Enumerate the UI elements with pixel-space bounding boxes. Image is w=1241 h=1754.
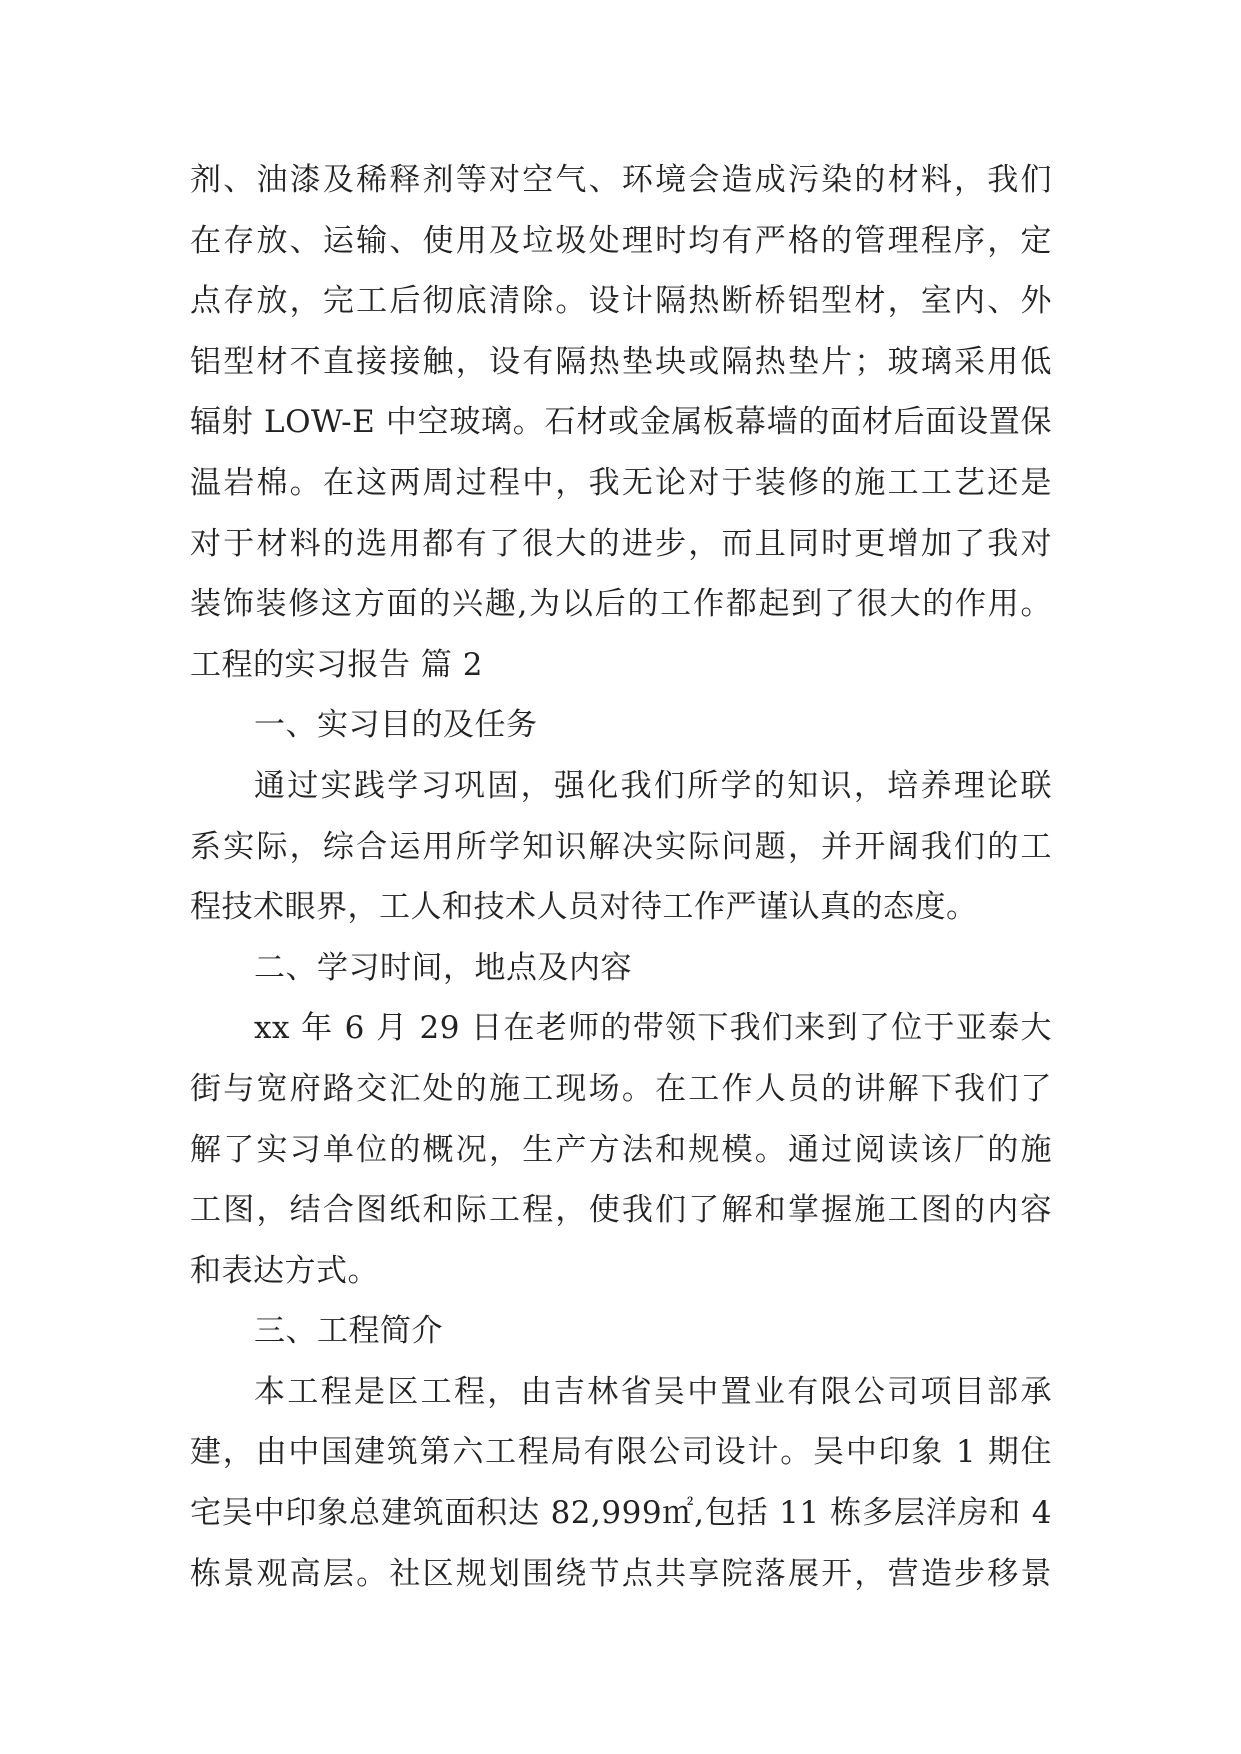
section-heading: 二、学习时间，地点及内容: [254, 949, 632, 986]
body-text-line: 在存放、运输、使用及垃圾处理时均有严格的管理程序，定: [190, 222, 1052, 259]
section-heading: 一、实习目的及任务: [254, 707, 538, 744]
section-heading: 三、工程简介: [254, 1313, 443, 1350]
body-text-line: xx 年 6 月 29 日在老师的带领下我们来到了位于亚泰大: [254, 1010, 1052, 1047]
body-text-line: 街与宽府路交汇处的施工现场。在工作人员的讲解下我们了: [190, 1070, 1052, 1107]
body-text-line: 建，由中国建筑第六工程局有限公司设计。吴中印象 1 期住: [190, 1434, 1052, 1471]
body-text-line: 辐射 LOW-E 中空玻璃。石材或金属板幕墙的面材后面设置保: [190, 404, 1052, 441]
document-page: [190, 150, 1052, 1604]
section-title: 工程的实习报告 篇 2: [190, 646, 483, 683]
body-text-line: 装饰装修这方面的兴趣,为以后的工作都起到了很大的作用。: [190, 586, 1052, 623]
body-text-line: 温岩棉。在这两周过程中，我无论对于装修的施工工艺还是: [190, 464, 1052, 501]
body-text-line: 铝型材不直接接触，设有隔热垫块或隔热垫片；玻璃采用低: [190, 343, 1052, 380]
body-text-line: 和表达方式。: [190, 1252, 379, 1289]
body-text-line: 工图，结合图纸和际工程，使我们了解和掌握施工图的内容: [190, 1192, 1052, 1229]
body-text-line: 点存放，完工后彻底清除。设计隔热断桥铝型材，室内、外: [190, 283, 1052, 320]
body-text-line: 程技术眼界，工人和技术人员对待工作严谨认真的态度。: [190, 889, 978, 926]
body-text-line: 系实际，综合运用所学知识解决实际问题，并开阔我们的工: [190, 828, 1052, 865]
body-text-line: 剂、油漆及稀释剂等对空气、环境会造成污染的材料，我们: [190, 162, 1052, 198]
body-text-line: 本工程是区工程，由吉林省吴中置业有限公司项目部承: [254, 1373, 1052, 1410]
body-text-line: 通过实践学习巩固，强化我们所学的知识，培养理论联: [254, 767, 1052, 804]
body-text-line: 对于材料的选用都有了很大的进步，而且同时更增加了我对: [190, 525, 1052, 562]
body-text-line: 栋景观高层。社区规划围绕节点共享院落展开，营造步移景: [190, 1555, 1052, 1592]
body-text-line: 解了实习单位的概况，生产方法和规模。通过阅读该厂的施: [190, 1131, 1052, 1168]
body-text-line: 宅吴中印象总建筑面积达 82,999㎡,包括 11 栋多层洋房和 4: [190, 1495, 1052, 1532]
